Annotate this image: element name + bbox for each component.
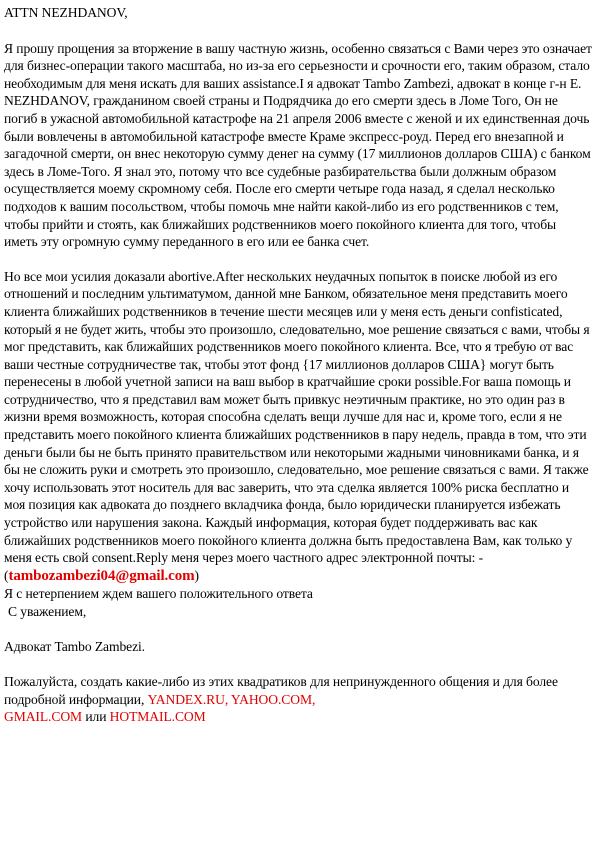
footer-or: или (82, 709, 110, 725)
contact-email: tambozambezi04@gmail.com (8, 567, 195, 584)
footer-provider-gmail: GMAIL.COM (4, 709, 83, 725)
footer-provider-hotmail: HOTMAIL.COM (109, 709, 206, 725)
footer-note (4, 673, 592, 726)
paragraph-request-text: Но все мои усилия доказали abortive.After нескольких неудачных попыток в поиске любой из его отношений и последним ультиматумом, данной мне Банком, обязательное меня представить моего клиента ближайших родственников в течение шести месяцев или у меня есть деньги confisticated, который я не будет жить, чтобы это произошло, следовательно, мое решение связаться с вами, чтобы я мог представить, как ближайших родственников моего покойного клиента. Все, что я требую от вас ваши честные сотрудничестве так, чтобы этот фонд {17 миллионов долларов США} могут быть перенесены в любой учетной записи на ваш выбор в кратчайшие сроки possible.For ваша помощь и сотрудничество, что я представил вам может быть привкус неэтичным практике, но это один раз в жизни время возможность, которая способна сделать вещи лучше для нас и, кроме того, если я не представить моего покойного клиента ближайших родственников в пару недель, правда в том, что эти деньги были бы не быть принято правительством или некоторыми жадными чиновниками банка, и я бы не сложить руки и смотреть это произошло, следовательно, мое решение связаться с вами. Я также хочу использовать этот носитель для вас заверить, что эта сделка является 100% риска бесплатно и моя позиция как адвоката до позднего вкладчика фонда, было юридически планируется избежать устройство или нарушения закона. Каждый информация, которая будет поддерживать вас как ближайших родственников моего покойного клиента должна быть предоставлена Вам, как только у меня есть свой consent.Reply меня через моего частного адрес электронной почты: - ( (4, 268, 590, 583)
closing-line-anticipation: Я с нетерпением ждем вашего положительного ответа (4, 586, 313, 602)
paragraph-intro: Я прошу прощения за вторжение в вашу частную жизнь, особенно связаться с Вами через это означает для бизнес-операции такого масштаба, но из-за его серьезности и срочности его, таким образом, стало необходимым для меня искать для ваших assistance.I я адвокат Tambo Zambezi, адвокат в конце г-н E. NEZHDANOV, гражданином своей страны и Подрядчика до его смерти здесь в Ломе Того, Он не погиб в ужасной автомобильной катастрофе на 21 апреля 2006 вместе с женой и их единственная дочь были вовлечены в автомобильной катастрофе вместе Краме экспресс-роуд. Перед его внезапной и загадочной смерти, он внес некоторую сумму денег на сумму (17 миллионов долларов США) с банком здесь в Ломе-Того. Я знал это, потому что все судебные разбирательства были должным образом осуществляется моему скромному себя. После его смерти четыре года назад, я сделал несколько подходов к вашим посольством, чтобы помочь мне найти какой-либо из его родственников с тем, чтобы прийти и стоять, как ближайших родственников моего покойного клиента для того, чтобы иметь эту огромную сумму переданного в его или ее банка счет. (4, 40, 592, 250)
footer-note-text: Пожалуйста, создать какие-либо из этих квадратиков для непринужденного общения и для более подробной информации, (4, 674, 558, 707)
closing-line-regards: С уважением, (8, 604, 87, 619)
salutation: ATTN NEZHDANOV, (4, 5, 128, 20)
paragraph-request-close: ) (194, 567, 199, 583)
paragraph-request (4, 268, 592, 586)
footer-providers-first: YANDEX.RU, YAHOO.COM, (147, 691, 316, 707)
signature: Адвокат Tambo Zambezi. (4, 638, 145, 654)
